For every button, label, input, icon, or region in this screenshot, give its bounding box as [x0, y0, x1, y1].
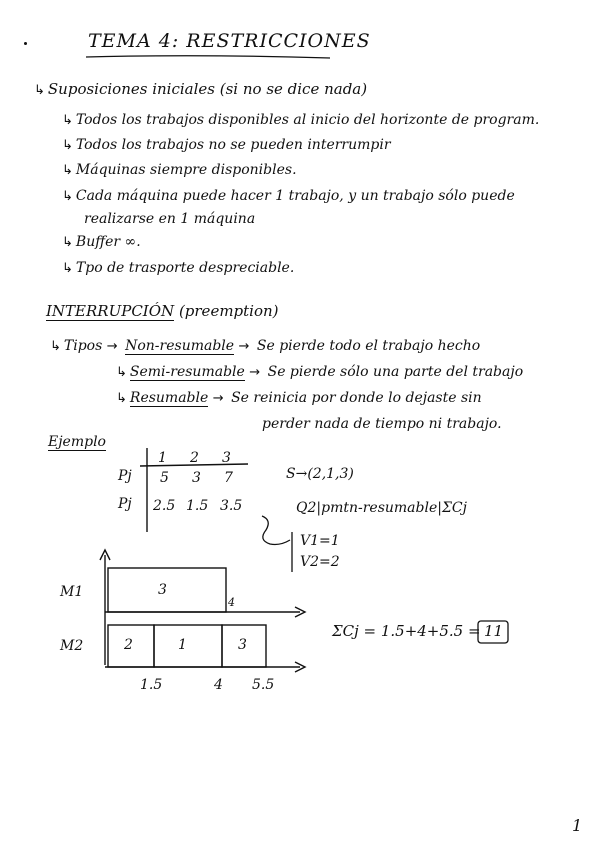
preemption-heading-suffix: (preemption) — [178, 302, 279, 320]
arrow-icon: ↳ — [116, 391, 127, 406]
arrow-icon: ↳ — [62, 163, 73, 178]
result-formula: ΣCj = 1.5+4+5.5 = — [332, 622, 481, 640]
table-cell: 3 — [192, 470, 201, 486]
arrow-right-icon: → — [249, 365, 261, 380]
table-cell: 7 — [224, 470, 233, 486]
assumption-item: ↳ Todos los trabajos disponibles al inicio del horizonte de program. — [62, 112, 540, 128]
speed-value: V1=1 — [300, 533, 340, 549]
preemption-type-cont: perder nada de tiempo ni trabajo. — [262, 416, 502, 432]
speed-value: V2=2 — [300, 554, 340, 570]
table-cell: 2.5 — [153, 498, 176, 514]
gantt-job: 3 — [158, 582, 167, 598]
assumption-item: ↳ Tpo de trasporte despreciable. — [62, 260, 295, 276]
gantt-time-label: 4 — [228, 596, 235, 609]
example-label: Ejemplo — [48, 434, 106, 450]
arrow-icon: ↳ — [62, 235, 73, 250]
gantt-time-label: 5.5 — [252, 677, 275, 693]
page-title: TEMA 4: RESTRICCIONES — [88, 30, 371, 52]
arrow-icon: ↳ — [62, 138, 73, 153]
table-header-1: 1 — [158, 450, 167, 466]
assumptions-heading: ↳ Suposiciones iniciales (si no se dice nada) — [34, 80, 368, 98]
gantt-time-label: 1.5 — [140, 677, 163, 693]
preemption-types-line: ↳ Tipos → Non-resumable → Se pierde todo el trabajo hecho — [50, 338, 481, 354]
page-number: 1 — [572, 816, 583, 835]
arrow-icon: ↳ — [62, 261, 73, 276]
table-cell: 3.5 — [220, 498, 243, 514]
notation-text: Q2|pmtn-resumable|ΣCj — [296, 500, 467, 516]
arrow-icon: ↳ — [34, 83, 45, 98]
sequence-text: S→(2,1,3) — [286, 466, 354, 482]
gantt-job: 1 — [178, 637, 187, 653]
preemption-type-item: ↳ Semi-resumable → Se pierde sólo una parte del trabajo — [116, 364, 524, 380]
arrow-icon: ↳ — [116, 365, 127, 380]
arrow-right-icon: → — [238, 339, 250, 354]
preemption-type-item: ↳ Resumable → Se reinicia por donde lo dejaste sin — [116, 390, 482, 406]
table-cell: 5 — [160, 470, 169, 486]
arrow-icon: ↳ — [50, 339, 61, 354]
assumption-item: ↳ Buffer ∞. — [62, 234, 141, 250]
arrow-icon: ↳ — [62, 189, 73, 204]
arrow-right-icon: → — [212, 391, 224, 406]
table-row-label: Pj — [118, 468, 132, 484]
result-value: 11 — [484, 622, 504, 640]
arrow-icon: ↳ — [62, 113, 73, 128]
machine-label: M2 — [60, 638, 84, 654]
table-header-2: 2 — [190, 450, 199, 466]
preemption-heading-text: INTERRUPCIÓN — [46, 302, 175, 320]
arrow-right-icon: → — [106, 339, 118, 354]
assumption-item: ↳ Máquinas siempre disponibles. — [62, 162, 297, 178]
machine-label: M1 — [60, 584, 84, 600]
gantt-time-label: 4 — [214, 677, 223, 693]
table-row-label: Pj — [118, 496, 132, 512]
assumption-item: ↳ Cada máquina puede hacer 1 trabajo, y un trabajo sólo puede — [62, 188, 515, 204]
gantt-job: 2 — [124, 637, 133, 653]
assumption-item-cont: realizarse en 1 máquina — [84, 211, 256, 227]
gantt-job: 3 — [238, 637, 247, 653]
table-header-3: 3 — [222, 450, 231, 466]
table-cell: 1.5 — [186, 498, 209, 514]
assumption-item: ↳ Todos los trabajos no se pueden interrumpir — [62, 137, 391, 153]
